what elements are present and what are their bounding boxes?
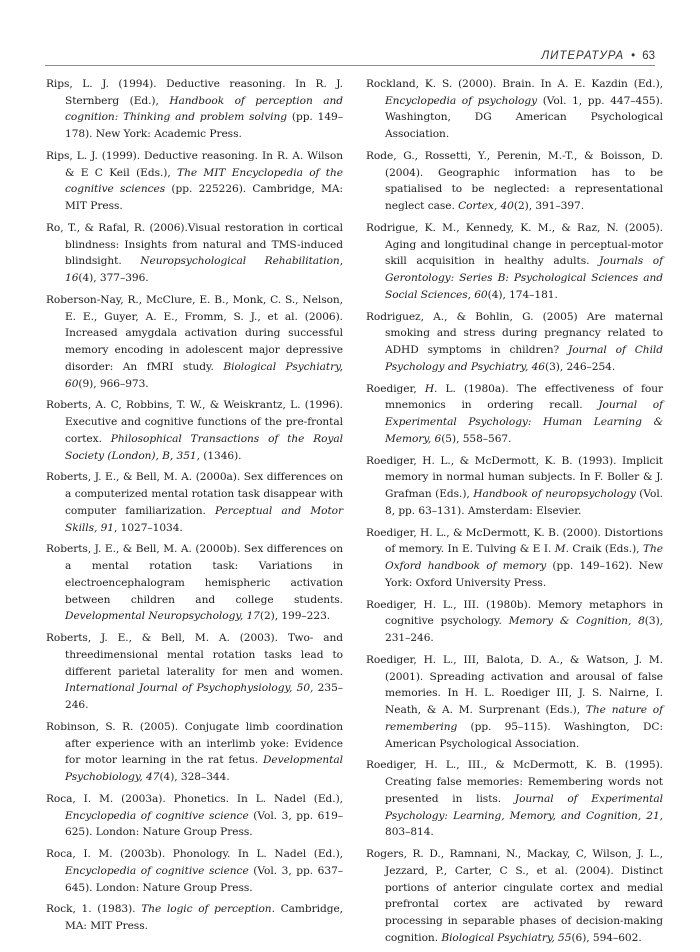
reference-italic-segment: Journal of Experimental Psychology: Human Learning & Memory, 6 <box>385 399 663 445</box>
reference-entry <box>366 220 663 304</box>
reference-text-segment: Rogers, R. D., Ramnani, N., Mackay, C, Wilson, J. L., Jezzard, P., Carter, C S., et al. (2004). Distinct portions of anterior cingulate cortex and medial prefrontal cortex are activated by reward processing in separable phases of decision-making cognition. <box>366 848 663 944</box>
reference-italic-segment: Memory & Cognition, 8 <box>508 615 645 628</box>
reference-italic-segment: Neuropsychological Rehabilitation, 16 <box>65 255 344 285</box>
reference-text-segment: (1346). <box>199 449 242 462</box>
reference-text-segment: Rock, 1. (1983). <box>46 903 142 916</box>
reference-text-segment: (2), 391–397. <box>513 200 585 213</box>
reference-italic-segment: Handbook of perception and cognition: Thinking and problem solving <box>65 94 343 124</box>
reference-text-segment: (4), 377–396. <box>78 272 149 285</box>
reference-entry <box>366 525 663 592</box>
reference-text-segment: Rockland, K. S. (2000). Brain. In A. E. Kazdin (Ed.), <box>366 78 663 90</box>
reference-text-segment: 803–814. <box>385 826 434 839</box>
reference-text-segment: Roberts, J. E., & Bell, M. A. (2000a). Sex differences on a computerized mental rotation task disappear with computer familiarization. <box>46 471 343 517</box>
reference-text-segment: Roca, I. M. (2003a). Phonetics. In L. Nadel (Ed.), <box>46 792 343 805</box>
reference-italic-segment: Cortex, 40 <box>458 200 514 213</box>
reference-italic-segment: The nature of remembering <box>385 704 663 733</box>
reference-text-segment: Roediger, H. L., & McDermott, K. B. (1993). Implicit memory in normal human subjects. In F. Boller & J. Grafman (Eds.), <box>366 454 663 501</box>
reference-text-segment: (Vol. 3, pp. 619–625). London: Nature Group Press. <box>65 809 343 839</box>
reference-italic-segment: Encyclopedia of cognitive science <box>65 864 249 877</box>
reference-entry <box>46 630 343 714</box>
reference-italic-segment: Journals of Gerontology: Series B: Psychological Sciences and Social Sciences, 60 <box>385 255 663 301</box>
reference-text-segment: Roberts, J. E., & Bell, M. A. (2003). Two- and threedimensional mental rotation tasks lead to different parietal laterality for men and women. <box>46 632 343 678</box>
reference-text-segment: Cambridge, MA: MIT Press. <box>65 903 343 933</box>
reference-text-segment: (6), 594–602. <box>571 931 642 944</box>
reference-entry <box>46 901 343 934</box>
running-header <box>45 38 655 66</box>
reference-italic-segment: Journal of Child Psychology and Psychiatry, 46 <box>385 344 663 373</box>
references-left-column <box>46 76 343 940</box>
reference-text-segment: Roediger, H. L., III, Balota, D. A., & Watson, J. M. (2001). Spreading activation and arousal of false memories. In H. L. Roediger III, J. S. Nairne, I. Neath, & A. M. Surprenant (Eds.), <box>366 654 663 717</box>
reference-entry <box>46 292 343 392</box>
references-right-column <box>366 76 663 952</box>
reference-italic-segment: International Journal of Psychophysiology, 50, <box>65 682 314 695</box>
reference-italic-segment: The logic of perception. <box>141 903 275 916</box>
reference-text-segment: Roberts, J. E., & Bell, M. A. (2000b). Sex differences on a mental rotation task: Variations in electroencephalogram hemispheric activation between children and college students. <box>46 543 343 606</box>
reference-italic-segment: Encyclopedia of cognitive science <box>65 809 249 822</box>
reference-text-segment: Rodrigue, K. M., Kennedy, K. M., & Raz, N. (2005). Aging and longitudinal change in perceptual-motor skill acquisition in healthy adults. <box>366 222 663 268</box>
reference-entry <box>46 719 343 786</box>
reference-text-segment: Craik (Eds.), <box>568 543 643 556</box>
reference-text-segment: Roediger, H. L., III. (1980b). Memory metaphors in cognitive psychology. <box>366 598 663 628</box>
reference-italic-segment: Handbook of neuropsychology <box>473 488 636 501</box>
reference-text-segment: Roediger, H. L., & McDermott, K. B. (2000). Distortions of memory. In E. Tulving & E I. <box>366 526 663 556</box>
reference-italic-segment: Perceptual and Motor Skills, 91 <box>65 504 343 534</box>
reference-text-segment: Rodriguez, A., & Bohlin, G. (2005) Are maternal smoking and stress during pregnancy related to ADHD symptoms in children? <box>366 310 663 357</box>
reference-text-segment: (Vol. 8, pp. 63–131). Amsterdam: Elsevier. <box>385 488 663 517</box>
reference-text-segment: Ro, T., & Rafal, R. (2006).Visual restoration in cortical blindness: Insights from natural and TMS-induced blindsight. <box>46 222 343 268</box>
reference-text-segment: (4), 328–344. <box>159 770 230 783</box>
reference-italic-segment: M. <box>554 543 569 556</box>
reference-entry <box>46 791 343 841</box>
reference-text-segment: L. (1980a). The effectiveness of four mnemonics in ordering recall. <box>385 382 663 412</box>
reference-italic-segment: Biological Psychiatry, 55 <box>441 931 572 944</box>
reference-italic-segment: Philosophical Transactions of the Royal Society (London), B, 351, <box>65 432 344 462</box>
reference-entry <box>366 652 663 752</box>
reference-entry <box>46 469 343 536</box>
reference-italic-segment: Journal of Experimental Psychology: Learning, Memory, and Cognition, 21, <box>385 792 663 822</box>
reference-entry <box>366 453 663 520</box>
reference-text-segment: (pp. 95–115). Washington, DC: American Psychological Association. <box>385 720 663 750</box>
reference-text-segment: (4), 174–181. <box>487 288 558 301</box>
reference-text-segment: Rode, G., Rossetti, Y., Perenin, M.-T., & Boisson, D. (2004). Geographic information has to be spatialised to be neglected: a representational neglect case. <box>366 150 663 213</box>
reference-entry <box>366 846 663 946</box>
reference-entry <box>46 541 343 625</box>
reference-text-segment: 235–246. <box>65 682 344 711</box>
reference-text-segment: (Vol. 1, pp. 447–455). Washington, DG American Psychological Association. <box>385 94 663 141</box>
reference-text-segment: (3), 231–246. <box>385 615 663 645</box>
reference-entry <box>46 220 343 287</box>
reference-text-segment: (pp. 225226). Cambridge, MA: MIT Press. <box>65 183 343 213</box>
reference-entry <box>46 148 343 215</box>
reference-entry <box>46 846 343 896</box>
reference-text-segment: (2), 199–223. <box>259 610 331 623</box>
reference-text-segment: Robinson, S. R. (2005). Conjugate limb coordination after experience with an interlimb yoke: Evidence for motor learning in the rat fetus. <box>46 720 343 767</box>
reference-text-segment: Roca, I. M. (2003b). Phonology. In L. Nadel (Ed.), <box>46 848 343 861</box>
reference-text-segment: (Vol. 3, pp. 637–645). London: Nature Group Press. <box>65 864 343 894</box>
reference-text-segment: Roberts, A. C, Robbins, T. W., & Weiskrantz, L. (1996). Executive and cognitive functions of the pre-frontal cortex. <box>46 399 343 445</box>
reference-entry <box>366 76 663 143</box>
reference-italic-segment: Developmental Neuropsychology, 17 <box>65 610 260 623</box>
reference-text-segment: Roberson-Nay, R., McClure, E. B., Monk, C. S., Nelson, E. E., Guyer, A. E., Fromm, S. J., et al. (2006). Increased amygdala activation during successful memory encoding in adolescent major depressive disorder: An fMRI study. <box>46 294 343 373</box>
reference-italic-segment: Encyclopedia of psychology <box>385 94 538 107</box>
reference-entry <box>366 381 663 448</box>
reference-entry <box>46 76 343 143</box>
reference-text-segment: Rips, L. J. (1994). Deductive reasoning. In R. J. Sternberg (Ed.), <box>46 78 343 107</box>
running-header-title: ЛИТЕРАТУРА <box>541 50 625 62</box>
reference-text-segment: (3), 246–254. <box>544 360 616 373</box>
reference-italic-segment: The Oxford handbook of memory <box>385 543 663 573</box>
reference-text-segment: (5), 558–567. <box>441 432 512 445</box>
reference-entry <box>366 757 663 841</box>
reference-italic-segment: H. <box>424 382 438 395</box>
page-number: 63 <box>642 50 655 62</box>
reference-text-segment: (9), 966–973. <box>78 377 149 390</box>
reference-entry <box>366 148 663 215</box>
reference-text-segment: Roediger, H. L., III., & McDermott, K. B. (1995). Creating false memories: Remembering words not presented in lists. <box>366 759 663 805</box>
reference-entry <box>366 309 663 376</box>
reference-italic-segment: Developmental Psychobiology, 47 <box>65 754 343 783</box>
reference-text-segment: (pp. 149–178). New York: Academic Press. <box>65 111 343 141</box>
reference-italic-segment: Biological Psychiatry, 60 <box>65 360 343 390</box>
reference-text-segment: Roediger, <box>366 382 425 395</box>
header-separator: • <box>631 50 636 62</box>
reference-text-segment: , 1027–1034. <box>114 521 183 534</box>
reference-entry <box>46 397 343 464</box>
reference-italic-segment: The MIT Encyclopedia of the cognitive sciences <box>65 166 343 196</box>
reference-text-segment: Rips, L. J. (1999). Deductive reasoning. In R. A. Wilson & E C Keil (Eds.), <box>46 150 343 179</box>
reference-text-segment: (pp. 149–162). New York: Oxford University Press. <box>385 560 663 589</box>
reference-entry <box>366 597 663 647</box>
